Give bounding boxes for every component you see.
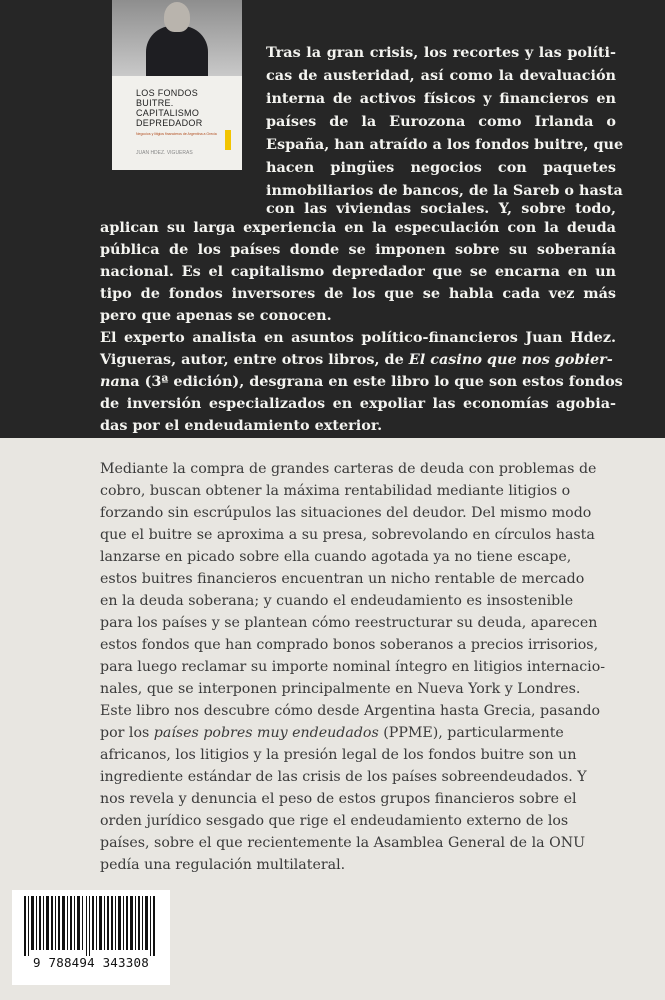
bottom-line: estos buitres financieros encuentran un nicho rentable de mercado	[100, 571, 585, 587]
bottom-line: Mediante la compra de grandes carteras de deuda con problemas de	[100, 461, 597, 477]
bottom-line: ingrediente estándar de las crisis de los países sobreendeudados. Y	[100, 769, 587, 785]
top-line: Tras la gran crisis, los recortes y las políti-	[266, 44, 616, 61]
bottom-line: que el buitre se aproxima a su presa, sobrevolando en círculos hasta	[100, 527, 595, 543]
bottom-line: para los países y se plantean cómo reestructurar su deuda, aparecen	[100, 615, 598, 631]
top-line: Vigueras, autor, entre otros libros, de	[100, 351, 409, 368]
top-line: hacen pingües negocios con paquetes	[266, 159, 616, 176]
top-line: El experto analista en asuntos político-financieros Juan Hdez.	[100, 329, 616, 346]
bottom-line: para luego reclamar su importe nominal íntegro en litigios internacio-	[100, 659, 606, 675]
top-line: interna de activos físicos y financieros en	[266, 90, 616, 107]
book-title-italic: na	[100, 373, 120, 390]
top-line: na (3ª edición), desgrana en este libro lo que son estos fondos	[119, 373, 623, 390]
bottom-line: por los	[100, 725, 154, 741]
top-line: pública de los países donde se imponen sobre su soberanía	[100, 241, 616, 258]
bottom-line: pedía una regulación multilateral.	[100, 857, 346, 873]
top-line-with-title	[100, 373, 623, 390]
bottom-line: en la deuda soberana; y cuando el endeudamiento es insostenible	[100, 593, 574, 609]
barcode-bars-icon	[24, 896, 158, 956]
top-line: pero que apenas se conocen.	[100, 307, 332, 324]
bottom-line: africanos, los litigios y la presión legal de los fondos buitre son un	[100, 747, 577, 763]
bottom-line: estos fondos que han comprado bonos soberanos a precios irrisorios,	[100, 637, 599, 653]
top-line: tipo de fondos inversores de los que se habla cada vez más	[100, 285, 616, 302]
cover-title: LOS FONDOS BUITRE. CAPITALISMO DEPREDADOR	[136, 88, 203, 128]
bottom-line: nos revela y denuncia el peso de estos grupos financieros sobre el	[100, 791, 577, 807]
top-line: das por el endeudamiento exterior.	[100, 417, 383, 434]
bottom-line: países, sobre el que recientemente la Asamblea General de la ONU	[100, 835, 586, 851]
bottom-line: nales, que se interponen principalmente en Nueva York y Londres.	[100, 681, 581, 697]
top-line: de inversión especializados en expoliar las economías agobia-	[100, 395, 616, 412]
isbn-digits: 9 788494 343308	[33, 955, 149, 970]
isbn-barcode	[12, 890, 170, 985]
bottom-line: orden jurídico sesgado que rige el endeudamiento externo de los	[100, 813, 569, 829]
top-line: cas de austeridad, así como la devaluación	[266, 67, 616, 84]
ppme-italic: países pobres muy endeudados	[153, 725, 379, 741]
top-line-with-title	[100, 351, 616, 368]
top-line: España, han atraído a los fondos buitre, que	[266, 136, 624, 153]
top-line: países de la Eurozona como Irlanda o	[266, 113, 616, 130]
bottom-line: cobro, buscan obtener la máxima rentabilidad mediante litigios o	[100, 483, 571, 499]
bottom-line: forzando sin escrúpulos las situaciones del deudor. Del mismo modo	[100, 505, 592, 521]
bottom-line-with-italic	[100, 723, 564, 744]
bottom-line: Este libro nos descubre cómo desde Argentina hasta Grecia, pasando	[100, 703, 601, 719]
top-line: nacional. Es el capitalismo depredador que se encarna en un	[100, 263, 616, 280]
cover-author: JUAN HDEZ. VIGUERAS	[136, 150, 193, 156]
top-line: inmobiliarios de bancos, de la Sareb o hasta	[266, 182, 623, 199]
book-title-italic: El casino que nos gobier-	[408, 351, 613, 368]
bottom-line: lanzarse en picado sobre ella cuando agotada ya no tiene escape,	[100, 549, 572, 565]
top-blurb	[0, 0, 665, 438]
bottom-line: (PPME), particularmente	[378, 725, 564, 741]
cover-subtitle: Negocios y litigios financieros de Argentina a Grecia	[136, 132, 217, 136]
top-line: aplican su larga experiencia en la especulación con la deuda	[100, 219, 616, 236]
top-line: con las viviendas sociales. Y, sobre todo,	[266, 200, 616, 217]
